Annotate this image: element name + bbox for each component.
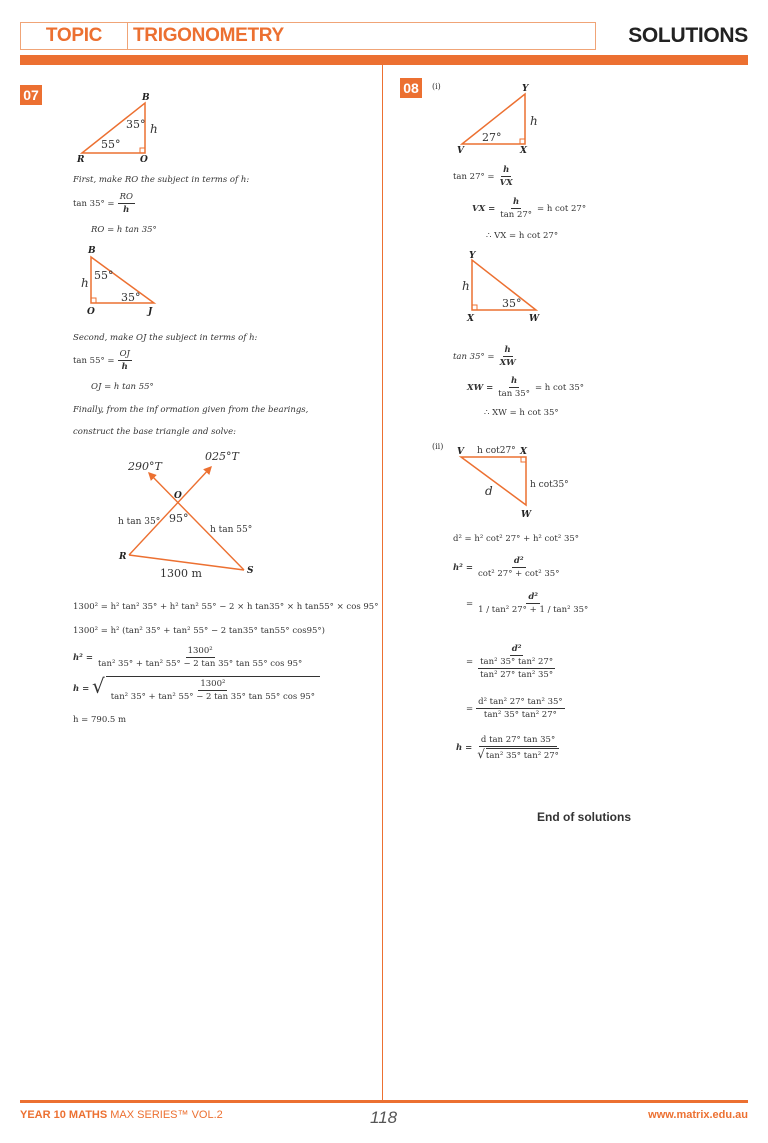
q07-triangle-boj (78, 242, 178, 317)
topic-name: TRIGONOMETRY (133, 25, 284, 46)
q07-eq1: tan 35° = $\frac{RO}{h}$ (73, 192, 133, 215)
svg-text:V: V (457, 447, 464, 457)
q08-triangle-yxw (460, 250, 560, 325)
footer-accent-bar (20, 1100, 748, 1103)
svg-text:W: W (521, 510, 532, 520)
svg-text:O: O (174, 491, 182, 501)
triangle-diagram (78, 242, 178, 317)
svg-text:B: B (142, 93, 150, 103)
q07-calc-line2: 1300² = h² (tan² 35° + tan² 55° − 2 tan35° tan55° cos95°) (73, 626, 325, 636)
svg-text:X: X (520, 146, 527, 156)
footer-series: YEAR 10 MATHS MAX SERIES™ VOL.2 (20, 1109, 223, 1121)
svg-text:Y: Y (522, 84, 529, 94)
svg-text:h tan 35°: h tan 35° (118, 517, 161, 527)
svg-text:J: J (148, 307, 153, 317)
svg-text:V: V (457, 146, 464, 156)
footer-website-link[interactable]: www.matrix.edu.au (648, 1109, 748, 1121)
q08-eq5: XW = $\frac{h}{\tan 35^\circ}$ = h cot 35° (467, 376, 585, 399)
q08-eq2: VX = $\frac{h}{\tan 27^\circ}$ = h cot 27° (472, 197, 587, 220)
svg-text:27°: 27° (482, 131, 502, 144)
section-title: SOLUTIONS (628, 24, 748, 47)
svg-text:Y: Y (469, 251, 476, 261)
q07-eq2: tan 55° = $\frac{OJ}{h}$ (73, 349, 130, 372)
svg-text:h: h (81, 276, 89, 290)
q08-eq3: ∴ VX = h cot 27° (486, 231, 559, 241)
question-badge-08: 08 (400, 78, 422, 98)
q07-step2-text: Second, make OJ the subject in terms of h: (73, 333, 258, 343)
svg-text:O: O (87, 307, 95, 317)
svg-text:55°: 55° (101, 138, 121, 151)
q07-calc-line4: h = √ $\frac{\text{1300²}}{\text{tan² 35° + tan² 55° − 2 tan 35° tan 55° cos 95°}}$ (73, 676, 320, 702)
bearings-diagram (100, 440, 280, 585)
svg-text:X: X (520, 447, 527, 457)
header-accent-bar (20, 55, 748, 65)
svg-text:025°T: 025°T (205, 450, 239, 463)
svg-text:35°: 35° (126, 118, 146, 131)
svg-text:1300 m: 1300 m (160, 567, 202, 580)
end-of-solutions: End of solutions (537, 810, 631, 824)
q08-eq12: h = d tan 27° tan 35° √ tan² 35° tan² 27° (456, 735, 559, 761)
q07-bearings-triangle (100, 440, 280, 585)
svg-text:h cot35°: h cot35° (530, 480, 569, 490)
triangle-diagram (460, 250, 560, 325)
triangle-diagram (70, 90, 170, 165)
header-topic-box (20, 22, 596, 50)
q08-eq8: h² = $\frac{\text{d²}}{\text{cot² 27° + cot² 35°}}$ (453, 556, 560, 579)
q07-answer: h = 790.5 m (73, 715, 127, 725)
q07-step1-text: First, make RO the subject in terms of h: (73, 175, 250, 185)
column-divider (382, 65, 383, 1100)
q08-eq6: ∴ XW = h cot 35° (484, 408, 559, 418)
triangle-diagram (452, 85, 552, 160)
q08-eq10: = $\frac{\text{d²}}{\frac{\text{tan² 35° tan² 27°}}{\text{tan² 27° tan² 35°}}}$ (466, 644, 554, 680)
svg-text:O: O (140, 155, 148, 165)
q08-triangle-yvx (452, 85, 552, 160)
q07-step3-text-1: Finally, from the inf ormation given from the bearings, (73, 405, 309, 415)
q08-eq9: = d² 1 / tan² 27° + 1 / tan² 35° (466, 592, 589, 615)
q08-eq1: tan 27° = $\frac{h}{VX}$ (453, 165, 513, 188)
svg-text:h tan 55°: h tan 55° (210, 525, 253, 535)
q07-calc-line1: 1300² = h² tan² 35° + h² tan² 55° − 2 × h tan35° × h tan55° × cos 95° (73, 602, 379, 612)
svg-text:h: h (462, 279, 470, 293)
triangle-diagram (455, 440, 585, 520)
svg-text:R: R (119, 552, 127, 562)
svg-text:h: h (530, 114, 538, 128)
question-badge-07: 07 (20, 85, 42, 105)
svg-text:B: B (88, 246, 96, 256)
svg-text:35°: 35° (121, 291, 141, 304)
svg-text:X: X (467, 314, 474, 324)
q07-triangle-bro (70, 90, 170, 165)
q07-calc-line3: h² = $\frac{\text{1300²}}{\text{tan² 35° + tan² 55° − 2 tan 35° tan 55° cos 95°}}$ (73, 646, 303, 669)
q08-eq11: = $\frac{\text{d² tan² 27° tan² 35°}}{\text{tan² 35° tan² 27°}}$ (466, 697, 563, 720)
q07-eq2-result: OJ = h tan 55° (91, 382, 154, 392)
q07-step3-text-2: construct the base triangle and solve: (73, 427, 236, 437)
part-i-label: (i) (432, 82, 441, 91)
svg-text:R: R (77, 155, 85, 165)
topic-label: TOPIC (21, 23, 128, 49)
svg-text:55°: 55° (94, 269, 114, 282)
svg-text:h cot27°: h cot27° (477, 446, 516, 456)
svg-text:W: W (529, 314, 540, 324)
q08-triangle-vxw (455, 440, 585, 520)
svg-text:290°T: 290°T (128, 460, 162, 473)
page-number: 118 (370, 1108, 398, 1127)
part-ii-label: (ii) (432, 442, 444, 451)
q08-eq4: tan 35° = $\frac{h}{XW}$ (453, 345, 516, 368)
svg-text:95°: 95° (169, 512, 189, 525)
svg-text:S: S (247, 566, 254, 576)
q07-eq1-result: RO = h tan 35° (91, 225, 157, 235)
svg-text:h: h (150, 122, 158, 136)
q08-eq7: d² = h² cot² 27° + h² cot² 35° (453, 534, 580, 544)
svg-text:35°: 35° (502, 297, 522, 310)
svg-text:d: d (485, 484, 493, 498)
